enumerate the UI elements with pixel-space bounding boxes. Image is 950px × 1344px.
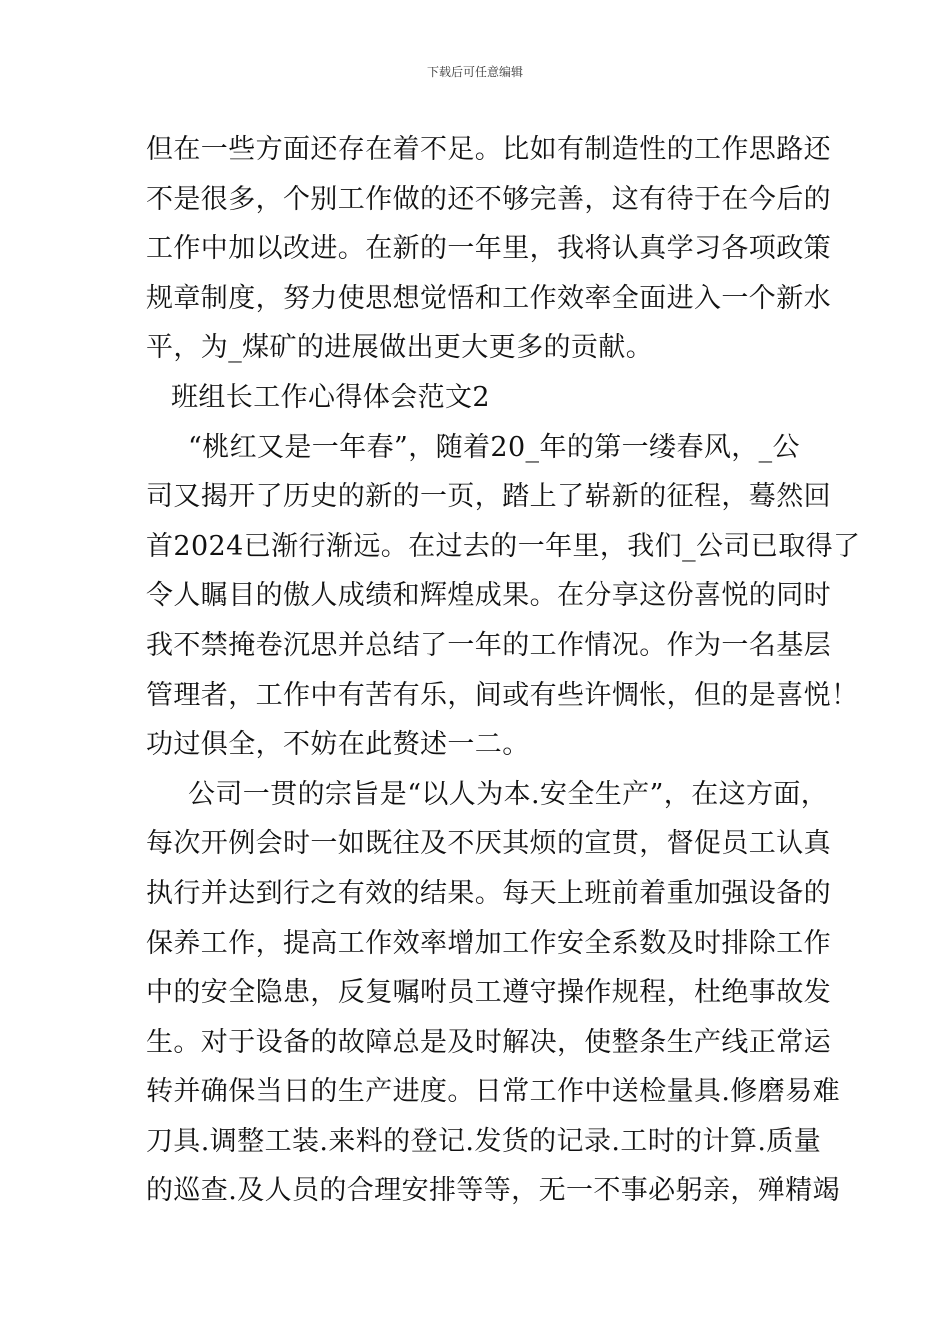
text-line: 保养工作，提高工作效率增加工作安全系数及时排除工作 [146,927,831,959]
text-line: 规章制度，努力使思想觉悟和工作效率全面进入一个新水 [146,282,831,314]
text-line: 平，为_煤矿的进展做出更大更多的贡献。 [146,332,654,364]
text-line: 司又揭开了历史的新的一页，踏上了崭新的征程，蓦然回 [146,481,831,513]
text-line: 的巡查.及人员的合理安排等等，无一不事必躬亲，殚精竭 [146,1175,840,1207]
paragraph-1 [146,125,831,373]
text-line: 不是很多，个别工作做的还不够完善，这有待于在今后的 [146,183,831,215]
text-line: 令人瞩目的傲人成绩和辉煌成果。在分享这份喜悦的同时 [146,580,831,612]
text-line: 管理者，工作中有苦有乐，间或有些许惆怅，但的是喜悦！ [146,679,859,711]
text-line: 但在一些方面还存在着不足。比如有制造性的工作思路还 [146,134,831,165]
text-line: 功过俱全，不妨在此赘述一二。 [146,729,530,761]
text-line: 公司一贯的宗旨是“以人为本.安全生产”，在这方面， [188,778,829,810]
text-line: 中的安全隐患，反复嘱咐员工遵守操作规程，杜绝事故发 [146,977,831,1009]
text-line: 刀具.调整工装.来料的登记.发货的记录.工时的计算.质量 [146,1125,822,1157]
header-note: 下载后可任意编辑 [426,65,523,79]
paragraph-2 [146,423,861,770]
text-line: 每次开例会时一如既往及不厌其烦的宣贯，督促员工认真 [146,828,831,860]
document-body [146,125,861,1216]
text-line: “桃红又是一年春”，随着20_年的第一缕春风，_公 [188,431,800,463]
text-line: 工作中加以改进。在新的一年里，我将认真学习各项政策 [146,233,831,265]
heading-text: 班组长工作心得体会范文2 [171,381,490,413]
paragraph-3 [146,770,840,1216]
text-line: 执行并达到行之有效的结果。每天上班前着重加强设备的 [146,877,831,909]
text-line: 首2024已渐行渐远。在过去的一年里，我们_公司已取得了 [146,530,861,562]
text-line: 我不禁掩卷沉思并总结了一年的工作情况。作为一名基层 [146,629,831,661]
section-heading [146,373,814,423]
text-line: 生。对于设备的故障总是及时解决，使整条生产线正常运 [146,1026,831,1058]
text-line: 转并确保当日的生产进度。日常工作中送检量具.修磨易难 [146,1076,840,1108]
